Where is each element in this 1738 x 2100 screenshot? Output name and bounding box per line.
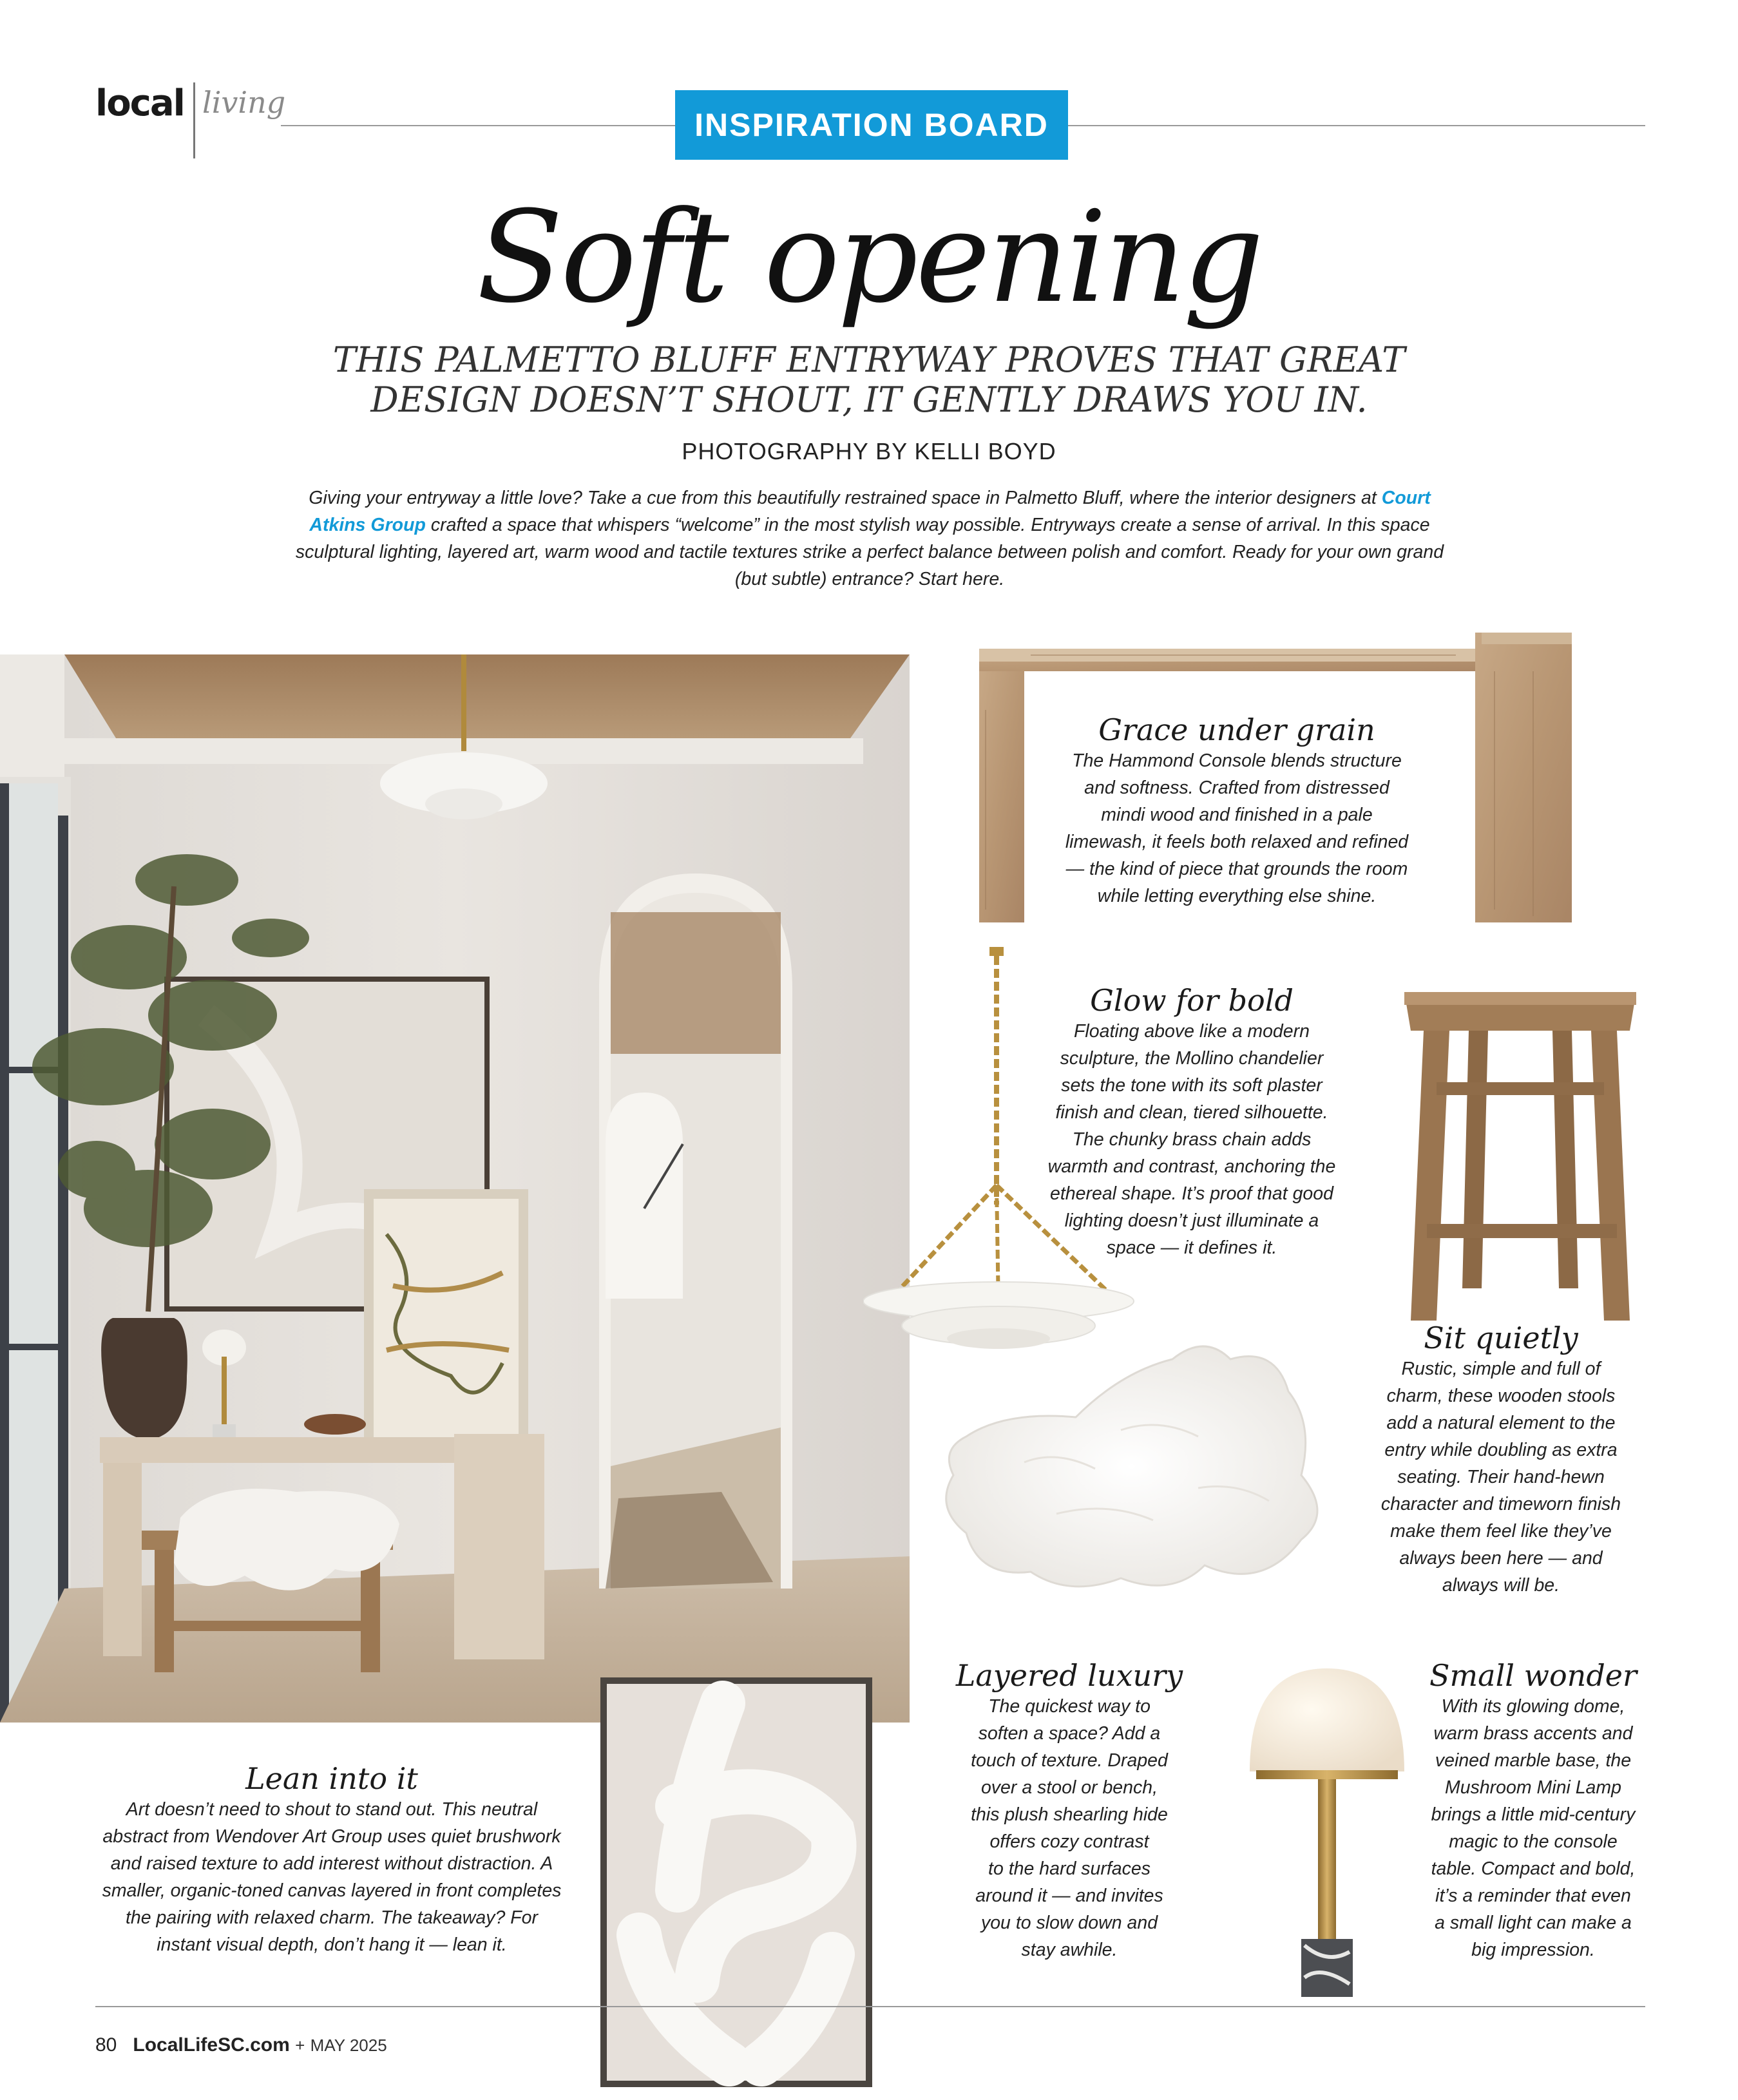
caption-text: brings a little mid-century	[1431, 1804, 1636, 1825]
caption-text: character and timeworn finish	[1380, 1494, 1621, 1514]
caption-art	[64, 1761, 599, 1958]
caption-heading: Grace under grain	[1098, 712, 1375, 747]
caption-text: touch of texture. Draped	[971, 1750, 1168, 1771]
footer-separator: +	[295, 2036, 305, 2055]
shearling-image	[928, 1321, 1340, 1604]
caption-text: the pairing with relaxed charm. The takeaway? For	[126, 1907, 538, 1928]
caption-text: offers cozy contrast	[989, 1831, 1149, 1852]
footer	[95, 2034, 387, 2056]
section-badge: INSPIRATION BOARD	[675, 90, 1068, 160]
caption-text: sculpture, the Mollino chandelier	[1060, 1048, 1324, 1069]
intro-text: Giving your entryway a little love? Take a cue from this beautifully restrained space in Palmetto Bluff, where the interior designers at	[309, 488, 1382, 508]
photo-credit: PHOTOGRAPHY BY KELLI BOYD	[682, 438, 1056, 464]
caption-heading: Lean into it	[245, 1761, 418, 1796]
caption-text: seating. Their hand-hewn	[1397, 1467, 1605, 1487]
caption-text: warmth and contrast, anchoring the	[1047, 1156, 1336, 1177]
caption-text: magic to the console	[1449, 1831, 1618, 1852]
caption-text: warm brass accents and	[1433, 1723, 1633, 1744]
logo-living: living	[202, 85, 286, 120]
caption-text: limewash, it feels both relaxed and refined	[1065, 832, 1409, 852]
caption-text: sets the tone with its soft plaster	[1061, 1075, 1323, 1096]
caption-text: lighting doesn’t just illuminate a	[1064, 1210, 1319, 1231]
caption-text: while letting everything else shine.	[1097, 886, 1377, 906]
caption-text: — the kind of piece that grounds the room	[1065, 859, 1408, 879]
caption-text: always been here — and	[1399, 1548, 1603, 1569]
caption-text: space — it defines it.	[1106, 1237, 1277, 1258]
site-link[interactable]: LocalLifeSC.com	[133, 2034, 290, 2056]
caption-console	[1044, 712, 1430, 910]
logo-divider	[193, 82, 195, 158]
caption-text: smaller, organic-toned canvas layered in front completes	[102, 1880, 562, 1901]
caption-text: always will be.	[1442, 1575, 1560, 1596]
caption-text: over a stool or bench,	[980, 1777, 1158, 1798]
caption-text: With its glowing dome,	[1441, 1696, 1625, 1717]
caption-heading: Small wonder	[1429, 1658, 1637, 1693]
article-title: Soft opening	[477, 184, 1261, 331]
caption-text: table. Compact and bold,	[1431, 1858, 1636, 1879]
subtitle-line: DESIGN DOESN’T SHOUT, IT GENTLY DRAWS YOU IN.	[370, 379, 1368, 420]
caption-heading: Glow for bold	[1090, 983, 1294, 1018]
caption-text: The Hammond Console blends structure	[1072, 750, 1402, 771]
abstract-art-image	[600, 1677, 872, 2087]
article-subtitle	[193, 340, 1545, 420]
caption-text: entry while doubling as extra	[1384, 1440, 1618, 1460]
caption-lamp	[1404, 1658, 1662, 1963]
caption-chandelier	[1031, 983, 1353, 1261]
caption-text: you to slow down and	[980, 1913, 1158, 1933]
caption-text: abstract from Wendover Art Group uses quiet brushwork	[102, 1826, 561, 1847]
caption-text: finish and clean, tiered silhouette.	[1055, 1102, 1328, 1123]
caption-text: this plush shearling hide	[971, 1804, 1168, 1825]
entryway-photo	[0, 654, 910, 1723]
caption-text: charm, these wooden stools	[1386, 1386, 1616, 1406]
caption-stool	[1353, 1321, 1649, 1599]
caption-text: and softness. Crafted from distressed	[1084, 778, 1389, 798]
caption-text: Floating above like a modern	[1074, 1021, 1310, 1042]
intro-paragraph	[283, 484, 1456, 593]
caption-heading: Sit quietly	[1424, 1321, 1578, 1355]
mushroom-lamp-image	[1224, 1643, 1430, 2003]
caption-text: make them feel like they’ve	[1390, 1521, 1612, 1542]
subtitle-line: THIS PALMETTO BLUFF ENTRYWAY PROVES THAT GREAT	[332, 339, 1406, 380]
issue-date: MAY 2025	[310, 2036, 387, 2055]
caption-text: ethereal shape. It’s proof that good	[1050, 1183, 1333, 1204]
caption-text: instant visual depth, don’t hang it — lean it.	[157, 1934, 507, 1955]
caption-text: and raised texture to add interest without distraction. A	[110, 1853, 553, 1874]
page-number: 80	[95, 2034, 117, 2056]
caption-text: Rustic, simple and full of	[1401, 1359, 1601, 1379]
caption-text: add a natural element to the	[1386, 1413, 1616, 1433]
caption-heading: Layered luxury	[955, 1658, 1183, 1693]
caption-text: The chunky brass chain adds	[1072, 1129, 1312, 1150]
footer-rule	[95, 2006, 1645, 2007]
court-atkins-link[interactable]: Court Atkins Group	[309, 488, 1431, 535]
caption-text: veined marble base, the	[1435, 1750, 1632, 1771]
caption-text: Mushroom Mini Lamp	[1444, 1777, 1621, 1798]
caption-text: Art doesn’t need to shout to stand out. This neutral	[126, 1799, 538, 1820]
caption-text: to the hard surfaces	[988, 1858, 1151, 1879]
intro-text: crafted a space that whispers “welcome” in the most stylish way possible. Entryways create a sense of arrival. In this space sculptural lighting, layered art, warm wood and tactile textures strike a perfect balance between polish and comfort. Ready for your own grand (but subtle) entrance? Start here.	[295, 515, 1444, 589]
caption-text: big impression.	[1471, 1940, 1595, 1960]
caption-text: soften a space? Add a	[978, 1723, 1161, 1744]
caption-text: The quickest way to	[988, 1696, 1151, 1717]
caption-shearling	[915, 1658, 1224, 1963]
caption-text: a small light can make a	[1435, 1913, 1632, 1933]
caption-text: stay awhile.	[1021, 1940, 1118, 1960]
caption-text: it’s a reminder that even	[1435, 1885, 1631, 1906]
logo-local: local	[95, 82, 184, 124]
caption-text: around it — and invites	[975, 1885, 1163, 1906]
caption-text: mindi wood and finished in a pale	[1101, 805, 1373, 825]
stool-image	[1398, 986, 1643, 1321]
